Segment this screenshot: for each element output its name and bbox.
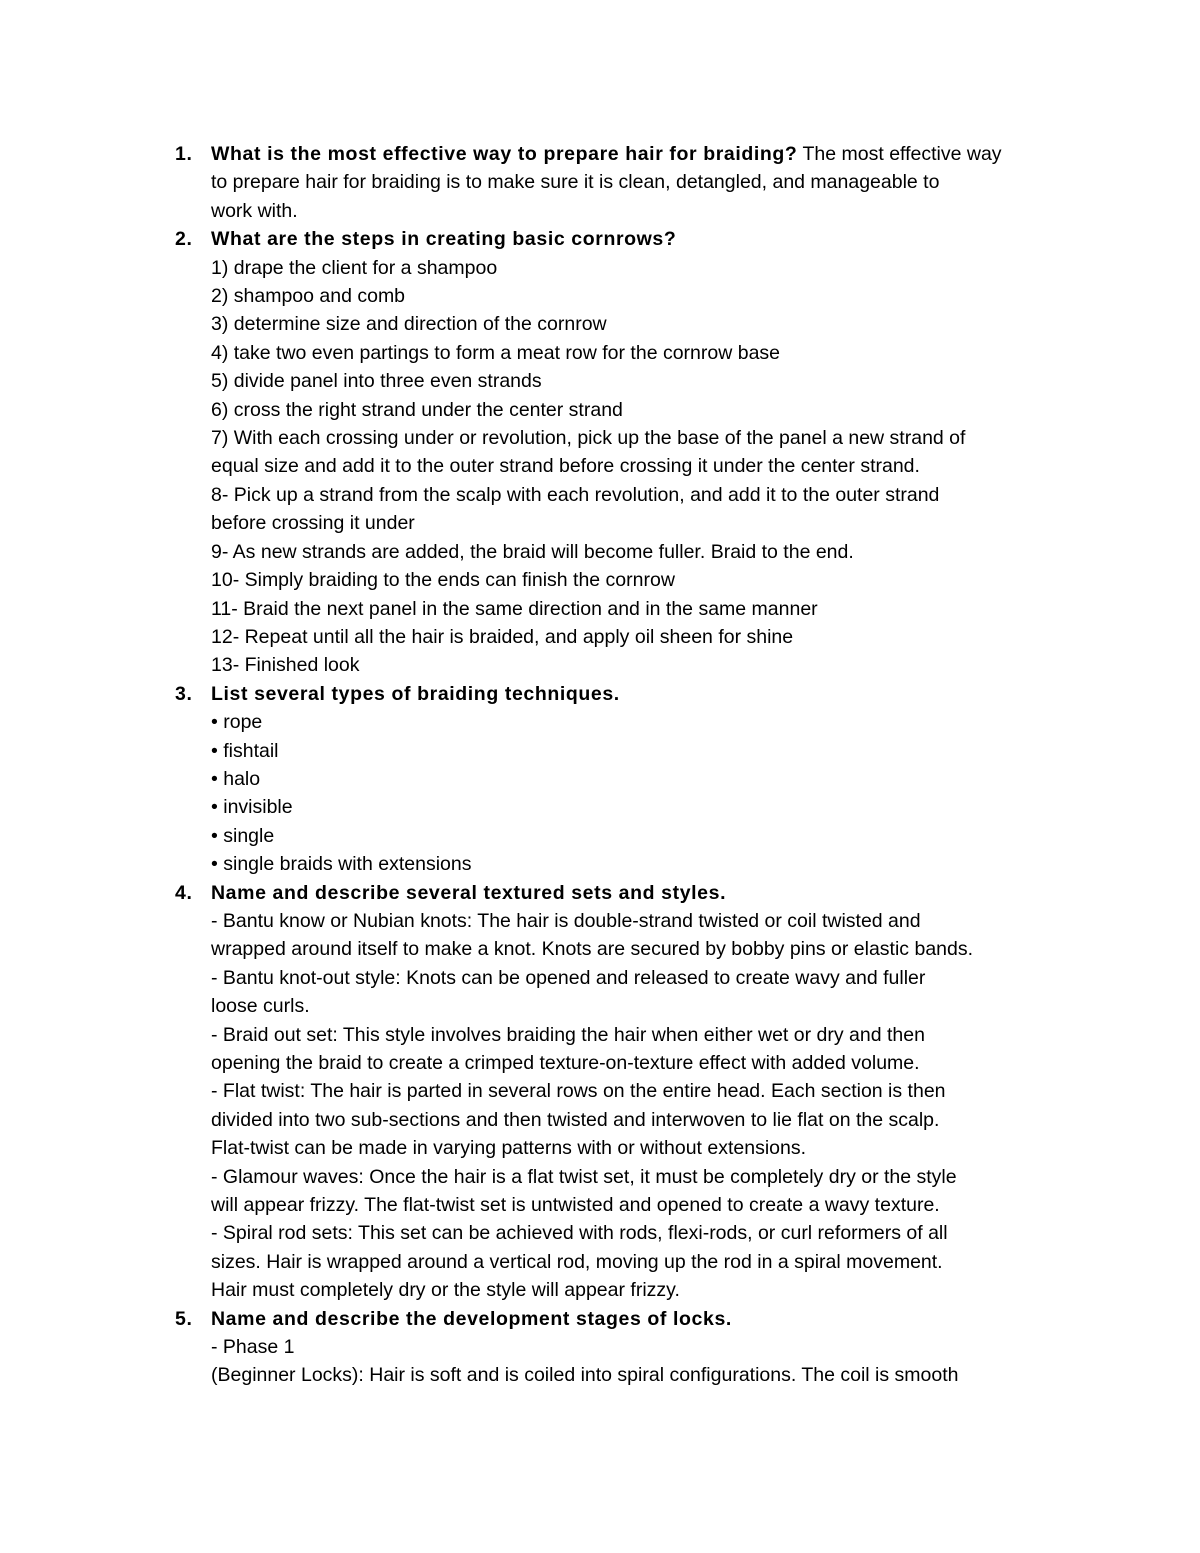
question-4 — [0, 879, 1200, 1305]
answer-line: divided into two sub-sections and then twisted and interwoven to lie flat on the scalp. — [211, 1108, 940, 1131]
answer-line: wrapped around itself to make a knot. Knots are secured by bobby pins or elastic bands. — [211, 938, 974, 961]
step-line: 8- Pick up a strand from the scalp with each revolution, and add it to the outer strand — [211, 483, 940, 506]
step-line: 3) determine size and direction of the cornrow — [211, 313, 607, 336]
bullet-item: • single — [211, 824, 275, 847]
question-heading: Name and describe the development stages of locks. — [211, 1307, 732, 1330]
question-5 — [0, 1305, 1200, 1390]
answer-line: to prepare hair for braiding is to make sure it is clean, detangled, and manageable to — [211, 171, 940, 194]
question-heading: What is the most effective way to prepare hair for braiding? — [211, 143, 798, 165]
bullet-item: • single braids with extensions — [211, 853, 472, 876]
answer-line: - Glamour waves: Once the hair is a flat twist set, it must be completely dry or the style — [211, 1165, 957, 1188]
step-line: 13- Finished look — [211, 654, 360, 677]
step-line: 2) shampoo and comb — [211, 285, 406, 308]
answer-line: - Flat twist: The hair is parted in several rows on the entire head. Each section is then — [211, 1080, 946, 1103]
step-line: equal size and add it to the outer strand before crossing it under the center strand. — [211, 455, 920, 478]
step-line: 6) cross the right strand under the center strand — [211, 398, 623, 421]
question-heading-line — [211, 140, 1070, 168]
answer-line: - Bantu know or Nubian knots: The hair is double-strand twisted or coil twisted and — [211, 909, 921, 932]
answer-line: - Spiral rod sets: This set can be achieved with rods, flexi-rods, or curl reformers of all — [211, 1222, 948, 1245]
step-line: 10- Simply braiding to the ends can finish the cornrow — [211, 569, 675, 592]
question-list — [0, 140, 1200, 1390]
answer-line: Flat-twist can be made in varying patterns with or without extensions. — [211, 1137, 807, 1160]
answer-line: (Beginner Locks): Hair is soft and is coiled into spiral configurations. The coil is smooth — [211, 1364, 959, 1387]
answer-line: - Bantu knot-out style: Knots can be opened and released to create wavy and fuller — [211, 966, 926, 989]
question-number: 1. — [175, 143, 193, 165]
answer-line: loose curls. — [211, 995, 310, 1018]
bullet-item: • fishtail — [211, 739, 279, 762]
question-3 — [0, 680, 1200, 879]
question-heading: Name and describe several textured sets and styles. — [211, 881, 727, 904]
answer-line: - Phase 1 — [211, 1336, 295, 1359]
document-page — [0, 140, 1200, 1390]
answer-line: work with. — [211, 199, 298, 222]
question-number: 2. — [175, 228, 193, 251]
answer-line: - Braid out set: This style involves braiding the hair when either wet or dry and then — [211, 1023, 925, 1046]
question-heading: What are the steps in creating basic cornrows? — [211, 228, 677, 251]
question-number: 4. — [175, 881, 193, 904]
step-line: 4) take two even partings to form a meat row for the cornrow base — [211, 341, 781, 364]
step-line: 1) drape the client for a shampoo — [211, 256, 498, 279]
step-line: 9- As new strands are added, the braid will become fuller. Braid to the end. — [211, 540, 854, 563]
answer-line: will appear frizzy. The flat-twist set is untwisted and opened to create a wavy texture. — [211, 1194, 940, 1217]
step-line: 5) divide panel into three even strands — [211, 370, 542, 393]
question-1 — [0, 140, 1200, 225]
question-number: 3. — [175, 682, 193, 705]
answer-line: opening the braid to create a crimped texture-on-texture effect with added volume. — [211, 1052, 920, 1074]
step-line: 12- Repeat until all the hair is braided, and apply oil sheen for shine — [211, 625, 794, 648]
answer-line: Hair must completely dry or the style will appear frizzy. — [211, 1279, 680, 1302]
bullet-item: • rope — [211, 711, 263, 734]
step-line: 7) With each crossing under or revolution, pick up the base of the panel a new strand of — [211, 427, 966, 450]
question-heading: List several types of braiding techniques. — [211, 682, 620, 705]
question-2 — [0, 225, 1200, 680]
answer-line: sizes. Hair is wrapped around a vertical rod, moving up the rod in a spiral movement. — [211, 1250, 943, 1273]
answer-text: The most effective way — [797, 143, 1002, 165]
bullet-item: • invisible — [211, 796, 293, 819]
step-line: before crossing it under — [211, 512, 415, 535]
bullet-item: • halo — [211, 767, 261, 790]
question-number: 5. — [175, 1307, 193, 1330]
step-line: 11- Braid the next panel in the same direction and in the same manner — [211, 597, 818, 620]
